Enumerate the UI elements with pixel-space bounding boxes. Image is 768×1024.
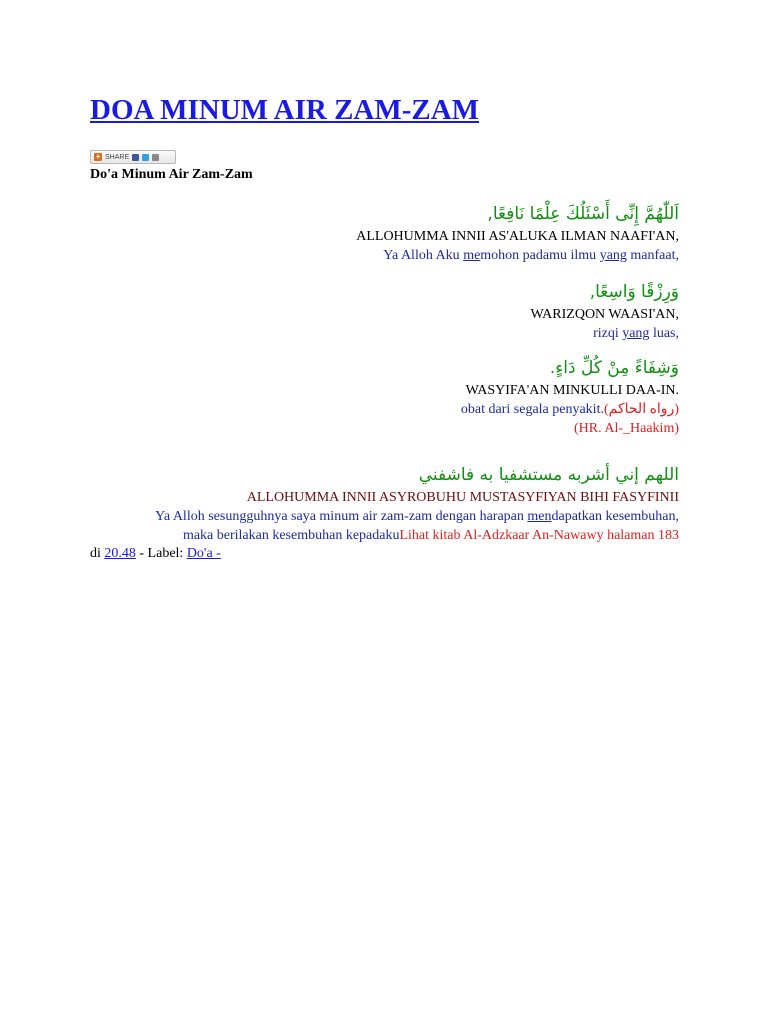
- verse-translation-2: [90, 526, 679, 545]
- post-title: [90, 92, 679, 128]
- narrator-arabic: (رواه الحاكم): [603, 402, 679, 417]
- verse-translation: [90, 246, 679, 265]
- label-prefix: - Label:: [135, 546, 187, 561]
- post: [90, 92, 679, 563]
- verse-translation: [90, 400, 679, 419]
- twitter-icon[interactable]: [142, 154, 149, 161]
- keyword-link[interactable]: yang: [599, 248, 627, 263]
- verse-translation: [90, 324, 679, 343]
- keyword-link[interactable]: yang: [622, 326, 650, 341]
- post-footer: [90, 545, 679, 563]
- keyword-link[interactable]: me: [463, 248, 481, 263]
- translation-text: obat dari segala penyakit.: [460, 402, 604, 417]
- footer-prefix: di: [90, 546, 105, 561]
- verse-translation: [90, 507, 679, 526]
- verse-arabic: وَرِزْقًا وَاسِعًا,: [589, 282, 679, 302]
- share-button[interactable]: [90, 150, 176, 164]
- post-time-link[interactable]: 20.48: [104, 546, 136, 561]
- label-link[interactable]: Do'a -: [186, 546, 221, 561]
- share-plus-icon: +: [95, 152, 101, 161]
- verse-latin: WARIZQON WAASI'AN,: [530, 307, 679, 322]
- facebook-icon[interactable]: [132, 154, 139, 161]
- verse-3: [90, 355, 679, 438]
- translation-text: dapatkan kesembuhan,: [551, 509, 679, 524]
- verse-4: [90, 462, 679, 545]
- verse-arabic: وَشِفَاءً مِنْ كُلِّ دَاءٍ.: [549, 358, 679, 378]
- email-icon[interactable]: [152, 154, 159, 161]
- translation-text: Ya Alloh Aku: [383, 248, 464, 263]
- translation-text: Ya Alloh sesungguhnya saya minum air zam-zam dengan harapan: [155, 509, 528, 524]
- verse-arabic: اللهم إني أشربه مستشفيا به فاشفني: [418, 465, 679, 485]
- post-title-link[interactable]: DOA MINUM AIR ZAM-ZAM: [90, 94, 480, 126]
- verse-arabic: اَللّٰهُمَّ إِنِّى أَسْئَلُكَ عِلْمًا نَافِعًا,: [487, 204, 679, 224]
- share-label: SHARE: [105, 153, 130, 161]
- verse-latin: WASYIFA'AN MINKULLI DAA-IN.: [465, 383, 679, 398]
- post-subtitle: Do'a Minum Air Zam-Zam: [90, 167, 253, 182]
- book-reference: Lihat kitab Al-Adzkaar An-Nawawy halaman 183: [399, 528, 679, 543]
- verse-latin: ALLOHUMMA INNII AS'ALUKA ILMAN NAAFI'AN,: [356, 229, 679, 244]
- translation-text: rizqi: [593, 326, 623, 341]
- translation-text: mohon padamu ilmu: [480, 248, 600, 263]
- translation-text: luas,: [649, 326, 679, 341]
- hadith-source: (HR. Al-_Haakim): [574, 421, 679, 436]
- verse-2: [90, 279, 679, 343]
- keyword-link[interactable]: men: [527, 509, 552, 524]
- verse-1: [90, 201, 679, 265]
- translation-text: manfaat,: [626, 248, 679, 263]
- translation-text: maka berilakan kesembuhan kepadaku: [182, 528, 400, 543]
- verse-latin: ALLOHUMMA INNII ASYROBUHU MUSTASYFIYAN BIHI FASYFINII: [246, 490, 679, 505]
